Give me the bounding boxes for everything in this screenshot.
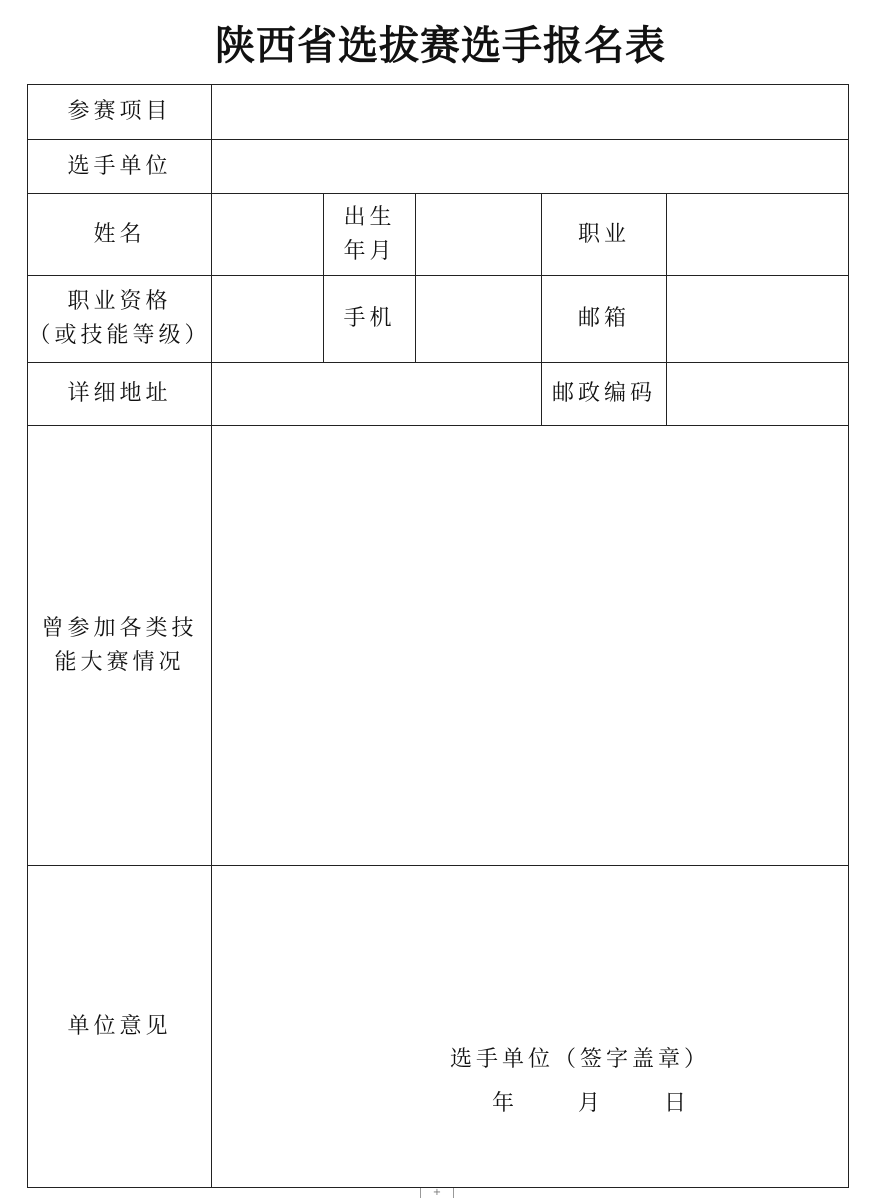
signature-text: 选手单位（签字盖章） [450, 1047, 711, 1072]
label-unit: 选手单位 [28, 140, 212, 194]
row-unit [28, 140, 849, 194]
row-event [28, 85, 849, 140]
postcode-field[interactable] [667, 363, 849, 426]
label-postcode: 邮政编码 [542, 363, 667, 426]
label-address: 详细地址 [28, 363, 212, 426]
date-year-label: 年 [491, 1091, 518, 1116]
qualification-field[interactable] [212, 276, 324, 363]
label-birth-line1: 出生 [343, 204, 396, 230]
occupation-field[interactable] [667, 194, 849, 276]
birth-field[interactable] [416, 194, 542, 276]
event-field[interactable] [212, 85, 849, 140]
page-break-marker: + [420, 1188, 454, 1198]
label-opinion: 单位意见 [28, 866, 212, 1188]
label-history [28, 426, 212, 866]
label-event: 参赛项目 [28, 85, 212, 140]
unit-field[interactable] [212, 140, 849, 194]
label-qualification-line1: 职业资格 [67, 289, 172, 314]
signature-block [450, 1038, 710, 1126]
address-field[interactable] [212, 363, 542, 426]
form-title: 陕西省选拔赛选手报名表 [215, 22, 666, 69]
label-email: 邮箱 [542, 276, 667, 363]
label-name: 姓名 [28, 194, 212, 276]
opinion-field[interactable] [212, 866, 849, 1188]
row-name [28, 194, 849, 276]
label-history-line1: 曾参加各类技 [41, 615, 198, 641]
registration-form-table [27, 84, 849, 1188]
label-qualification-line2: （或技能等级） [28, 323, 211, 348]
row-opinion [28, 866, 849, 1188]
label-birth [324, 194, 416, 276]
row-history [28, 426, 849, 866]
name-field[interactable] [212, 194, 324, 276]
label-occupation: 职业 [542, 194, 667, 276]
phone-field[interactable] [416, 276, 542, 363]
signature-date [450, 1082, 710, 1126]
date-month-label: 月 [577, 1091, 604, 1116]
email-field[interactable] [667, 276, 849, 363]
label-history-line2: 能大赛情况 [54, 649, 185, 675]
label-qualification [28, 276, 212, 363]
date-day-label: 日 [664, 1091, 691, 1116]
row-address [28, 363, 849, 426]
label-phone: 手机 [324, 276, 416, 363]
label-birth-line2: 年月 [343, 238, 396, 264]
history-field[interactable] [212, 426, 849, 866]
row-qualification [28, 276, 849, 363]
